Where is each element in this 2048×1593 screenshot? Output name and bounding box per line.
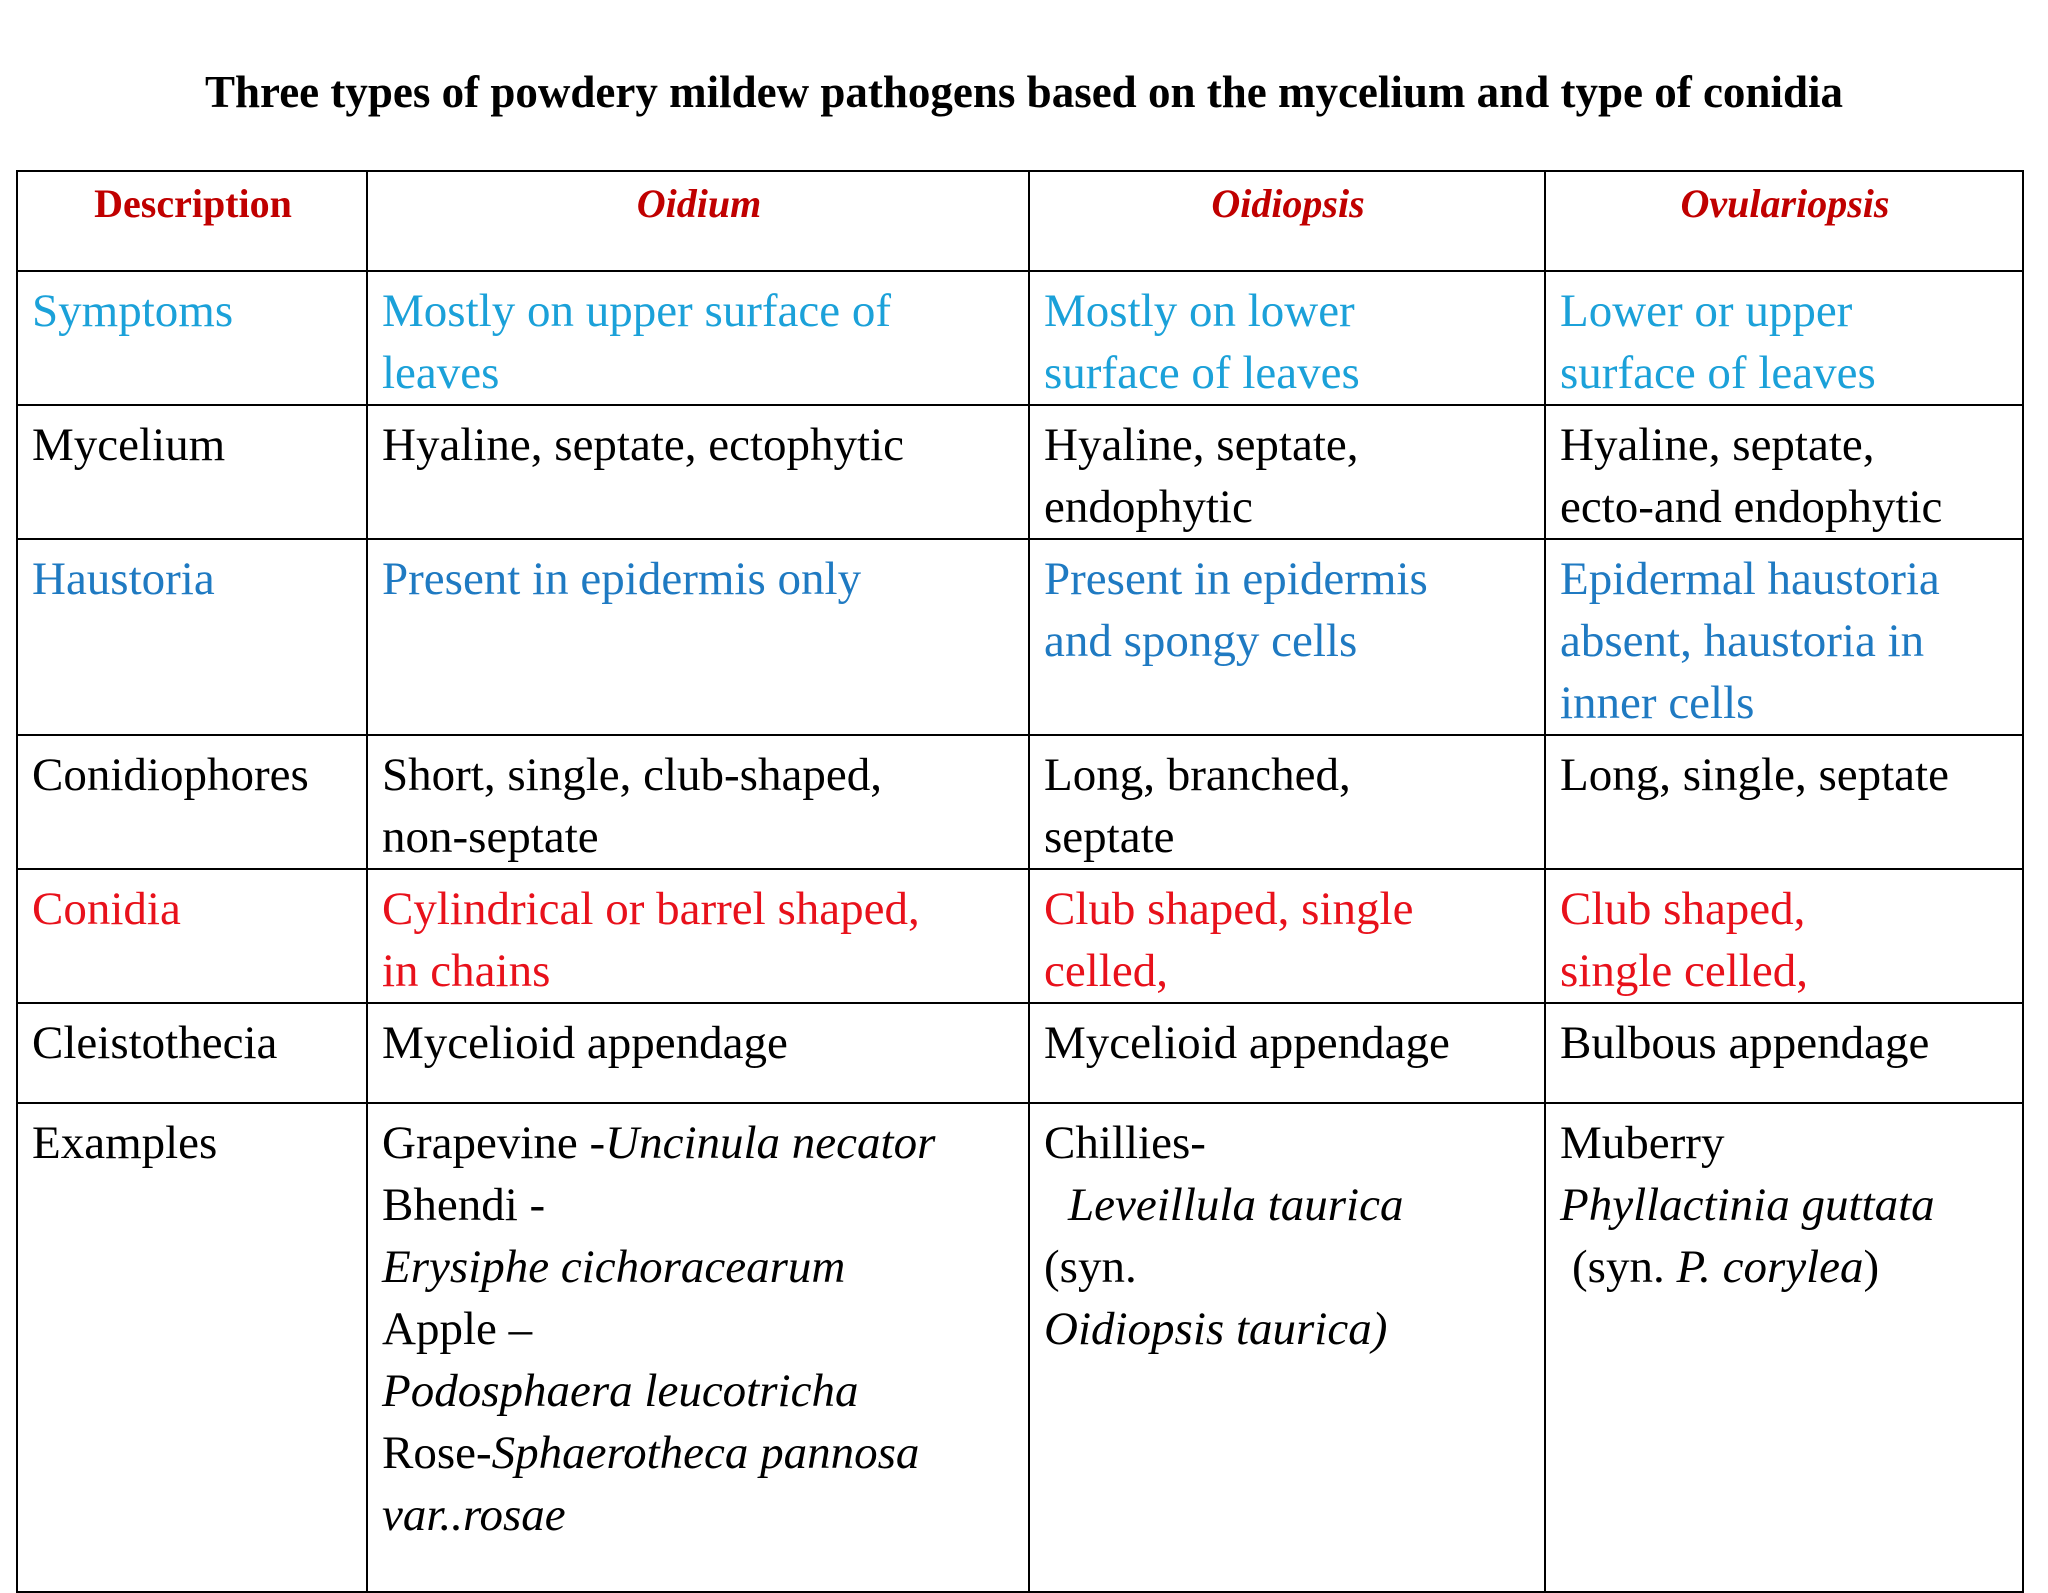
text-line: Epidermal haustoria <box>1560 553 1940 605</box>
text-line: non-septate <box>382 811 599 863</box>
text-line: surface of leaves <box>1044 347 1360 399</box>
row-symptoms <box>17 271 2023 405</box>
row-mycelium <box>17 405 2023 539</box>
text-line: Mycelioid appendage <box>382 1017 788 1069</box>
header-oidiopsis: Oidiopsis <box>1029 171 1545 271</box>
row-conidia <box>17 869 2023 1003</box>
text-line: Cylindrical or barrel shaped, <box>382 883 920 935</box>
host-name: Rose- <box>382 1427 492 1479</box>
conidia-oidiopsis <box>1029 869 1545 1003</box>
conidia-oidium <box>367 869 1029 1003</box>
synonym-prefix: (syn. <box>1044 1241 1137 1293</box>
cleistothecia-oidium <box>367 1003 1029 1103</box>
haustoria-ovulariopsis <box>1545 539 2023 735</box>
row-cleistothecia <box>17 1003 2023 1103</box>
text-line: Present in epidermis <box>1044 553 1428 605</box>
symptoms-oidiopsis <box>1029 271 1545 405</box>
mycelium-ovulariopsis <box>1545 405 2023 539</box>
text-line: septate <box>1044 811 1175 863</box>
row-haustoria <box>17 539 2023 735</box>
variety-name: var..rosae <box>382 1489 566 1541</box>
symptoms-ovulariopsis <box>1545 271 2023 405</box>
text-line: Hyaline, septate, <box>1044 419 1359 471</box>
text-line: and spongy cells <box>1044 615 1358 667</box>
text-line: Hyaline, septate, <box>1560 419 1875 471</box>
text-line: surface of leaves <box>1560 347 1876 399</box>
species-name: Leveillula taurica <box>1068 1179 1404 1231</box>
text-line: inner cells <box>1560 677 1755 729</box>
conidiophores-label: Conidiophores <box>17 735 367 869</box>
synonym-suffix: ) <box>1863 1241 1880 1293</box>
text-line: Long, single, septate <box>1560 749 1949 801</box>
text-line: ecto-and endophytic <box>1560 481 1943 533</box>
slide-title: Three types of powdery mildew pathogens based on the mycelium and type of conidia <box>205 67 1843 117</box>
text-line: single celled, <box>1560 945 1808 997</box>
host-name: Grapevine - <box>382 1117 606 1169</box>
text-line: absent, haustoria in <box>1560 615 1925 667</box>
cleistothecia-ovulariopsis <box>1545 1003 2023 1103</box>
synonym-name: P. corylea <box>1676 1241 1864 1293</box>
species-name: Phyllactinia guttata <box>1560 1179 1935 1231</box>
mycelium-oidiopsis <box>1029 405 1545 539</box>
conidia-ovulariopsis <box>1545 869 2023 1003</box>
text-line: Present in epidermis only <box>382 553 862 605</box>
species-name: Podosphaera leucotricha <box>382 1365 859 1417</box>
text-line: Club shaped, <box>1560 883 1806 935</box>
haustoria-oidiopsis <box>1029 539 1545 735</box>
text-line: Mostly on lower <box>1044 285 1355 337</box>
text-line: leaves <box>382 347 500 399</box>
header-row <box>17 171 2023 271</box>
species-name: Erysiphe cichoracearum <box>382 1241 846 1293</box>
row-conidiophores <box>17 735 2023 869</box>
text-line: Club shaped, single <box>1044 883 1414 935</box>
example-line <box>382 1422 1016 1484</box>
host-name: Muberry <box>1560 1117 1725 1169</box>
species-name: Sphaerotheca pannosa <box>491 1427 920 1479</box>
mycelium-oidium <box>367 405 1029 539</box>
conidiophores-oidium <box>367 735 1029 869</box>
text-line: celled, <box>1044 945 1168 997</box>
text-line: Lower or upper <box>1560 285 1853 337</box>
examples-oidium <box>367 1103 1029 1592</box>
symptoms-label: Symptoms <box>17 271 367 405</box>
header-oidium: Oidium <box>367 171 1029 271</box>
text-line: endophytic <box>1044 481 1253 533</box>
conidiophores-oidiopsis <box>1029 735 1545 869</box>
examples-oidiopsis <box>1029 1103 1545 1592</box>
conidia-label: Conidia <box>17 869 367 1003</box>
species-name: Uncinula necator <box>605 1117 936 1169</box>
text-line: Mycelioid appendage <box>1044 1017 1450 1069</box>
cleistothecia-oidiopsis <box>1029 1003 1545 1103</box>
haustoria-oidium <box>367 539 1029 735</box>
examples-label: Examples <box>17 1103 367 1592</box>
host-name: Chillies- <box>1044 1117 1206 1169</box>
host-name: Bhendi - <box>382 1179 546 1231</box>
synonym-name: Oidiopsis taurica) <box>1044 1303 1388 1355</box>
text-line: Hyaline, septate, ectophytic <box>382 419 905 471</box>
mycelium-label: Mycelium <box>17 405 367 539</box>
symptoms-oidium <box>367 271 1029 405</box>
haustoria-label: Haustoria <box>17 539 367 735</box>
text-line: Short, single, club-shaped, <box>382 749 882 801</box>
synonym-line <box>1560 1236 2010 1298</box>
header-description: Description <box>17 171 367 271</box>
conidiophores-ovulariopsis <box>1545 735 2023 869</box>
text-line: Long, branched, <box>1044 749 1351 801</box>
synonym-prefix: (syn. <box>1572 1241 1677 1293</box>
header-ovulariopsis: Ovulariopsis <box>1545 171 2023 271</box>
example-line <box>382 1112 1016 1174</box>
row-examples <box>17 1103 2023 1592</box>
text-line: Bulbous appendage <box>1560 1017 1930 1069</box>
text-line: Mostly on upper surface of <box>382 285 892 337</box>
examples-ovulariopsis <box>1545 1103 2023 1592</box>
text-line: in chains <box>382 945 551 997</box>
powdery-mildew-table <box>16 170 2024 1593</box>
host-name: Apple – <box>382 1303 533 1355</box>
cleistothecia-label: Cleistothecia <box>17 1003 367 1103</box>
